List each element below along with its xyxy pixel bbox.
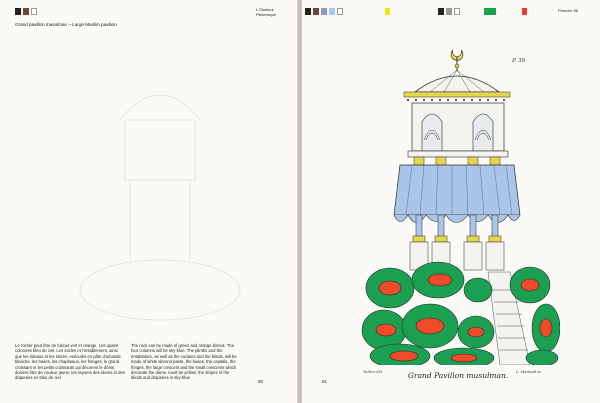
crescent-icon: [451, 50, 463, 70]
swatch-black-r: [305, 8, 311, 15]
swatch-yellow: [385, 8, 390, 15]
swatch-black-2: [438, 8, 444, 15]
french-text: Le rocher peut être de biscuit vert et orange. Les quatre colonnes bleu de ciel. Les socles et l'entablement, ainsi que les rideaux et les stores, exécutés en pâte d'amande blanche, les bases, les chapiteaux, les franges, le grand croissant et les petits croissants qui décorent le dôme, doivent être de couleur jaune; les rayures des stores et des draperies en bleu de ciel.: [15, 343, 125, 381]
plate-number: P. 39.: [512, 58, 527, 64]
running-head-line-2: Pittoresque: [256, 12, 277, 17]
page-title: Grand pavillon musulman – Large Muslim pavilion: [15, 22, 117, 27]
left-page: [0, 0, 298, 403]
swatch-black: [15, 8, 21, 15]
swatch-light-blue: [329, 8, 335, 15]
page-number-right: 61: [322, 379, 328, 384]
engraver-left: Verlier del.: [363, 370, 384, 374]
swatch-brown: [23, 8, 29, 15]
plate-caption: Grand Pavillon musulman.: [408, 371, 509, 380]
show-through-ghost: [60, 50, 260, 330]
plate-label: Planche 56: [558, 8, 579, 13]
english-text: The rock can be made of green and orange biscuit. The four columns will be sky-blue. The plinths and the entablature, as well as the curtains and the blinds, will be made of white almond paste, the bases, the capitals, the fringes, the large crescent and the small crescents which decorate the dome, must be yellow; the stripes of the blinds and draperies in sky-blue.: [131, 343, 237, 381]
swatch-grey: [446, 8, 452, 15]
pavilion-illustration: [360, 40, 560, 365]
swatch-white-2: [454, 8, 460, 15]
swatch-white: [31, 8, 37, 15]
swatch-brown-r: [313, 8, 319, 15]
engraver-right: L. Mariaud sc.: [516, 370, 543, 374]
swatch-red: [522, 8, 527, 15]
swatch-grey-blue: [321, 8, 327, 15]
swatch-green: [484, 8, 496, 15]
running-head-line-1: L'Oiseleur: [256, 7, 274, 12]
swatch-white-r: [337, 8, 343, 15]
page-number-left: 60: [258, 379, 264, 384]
